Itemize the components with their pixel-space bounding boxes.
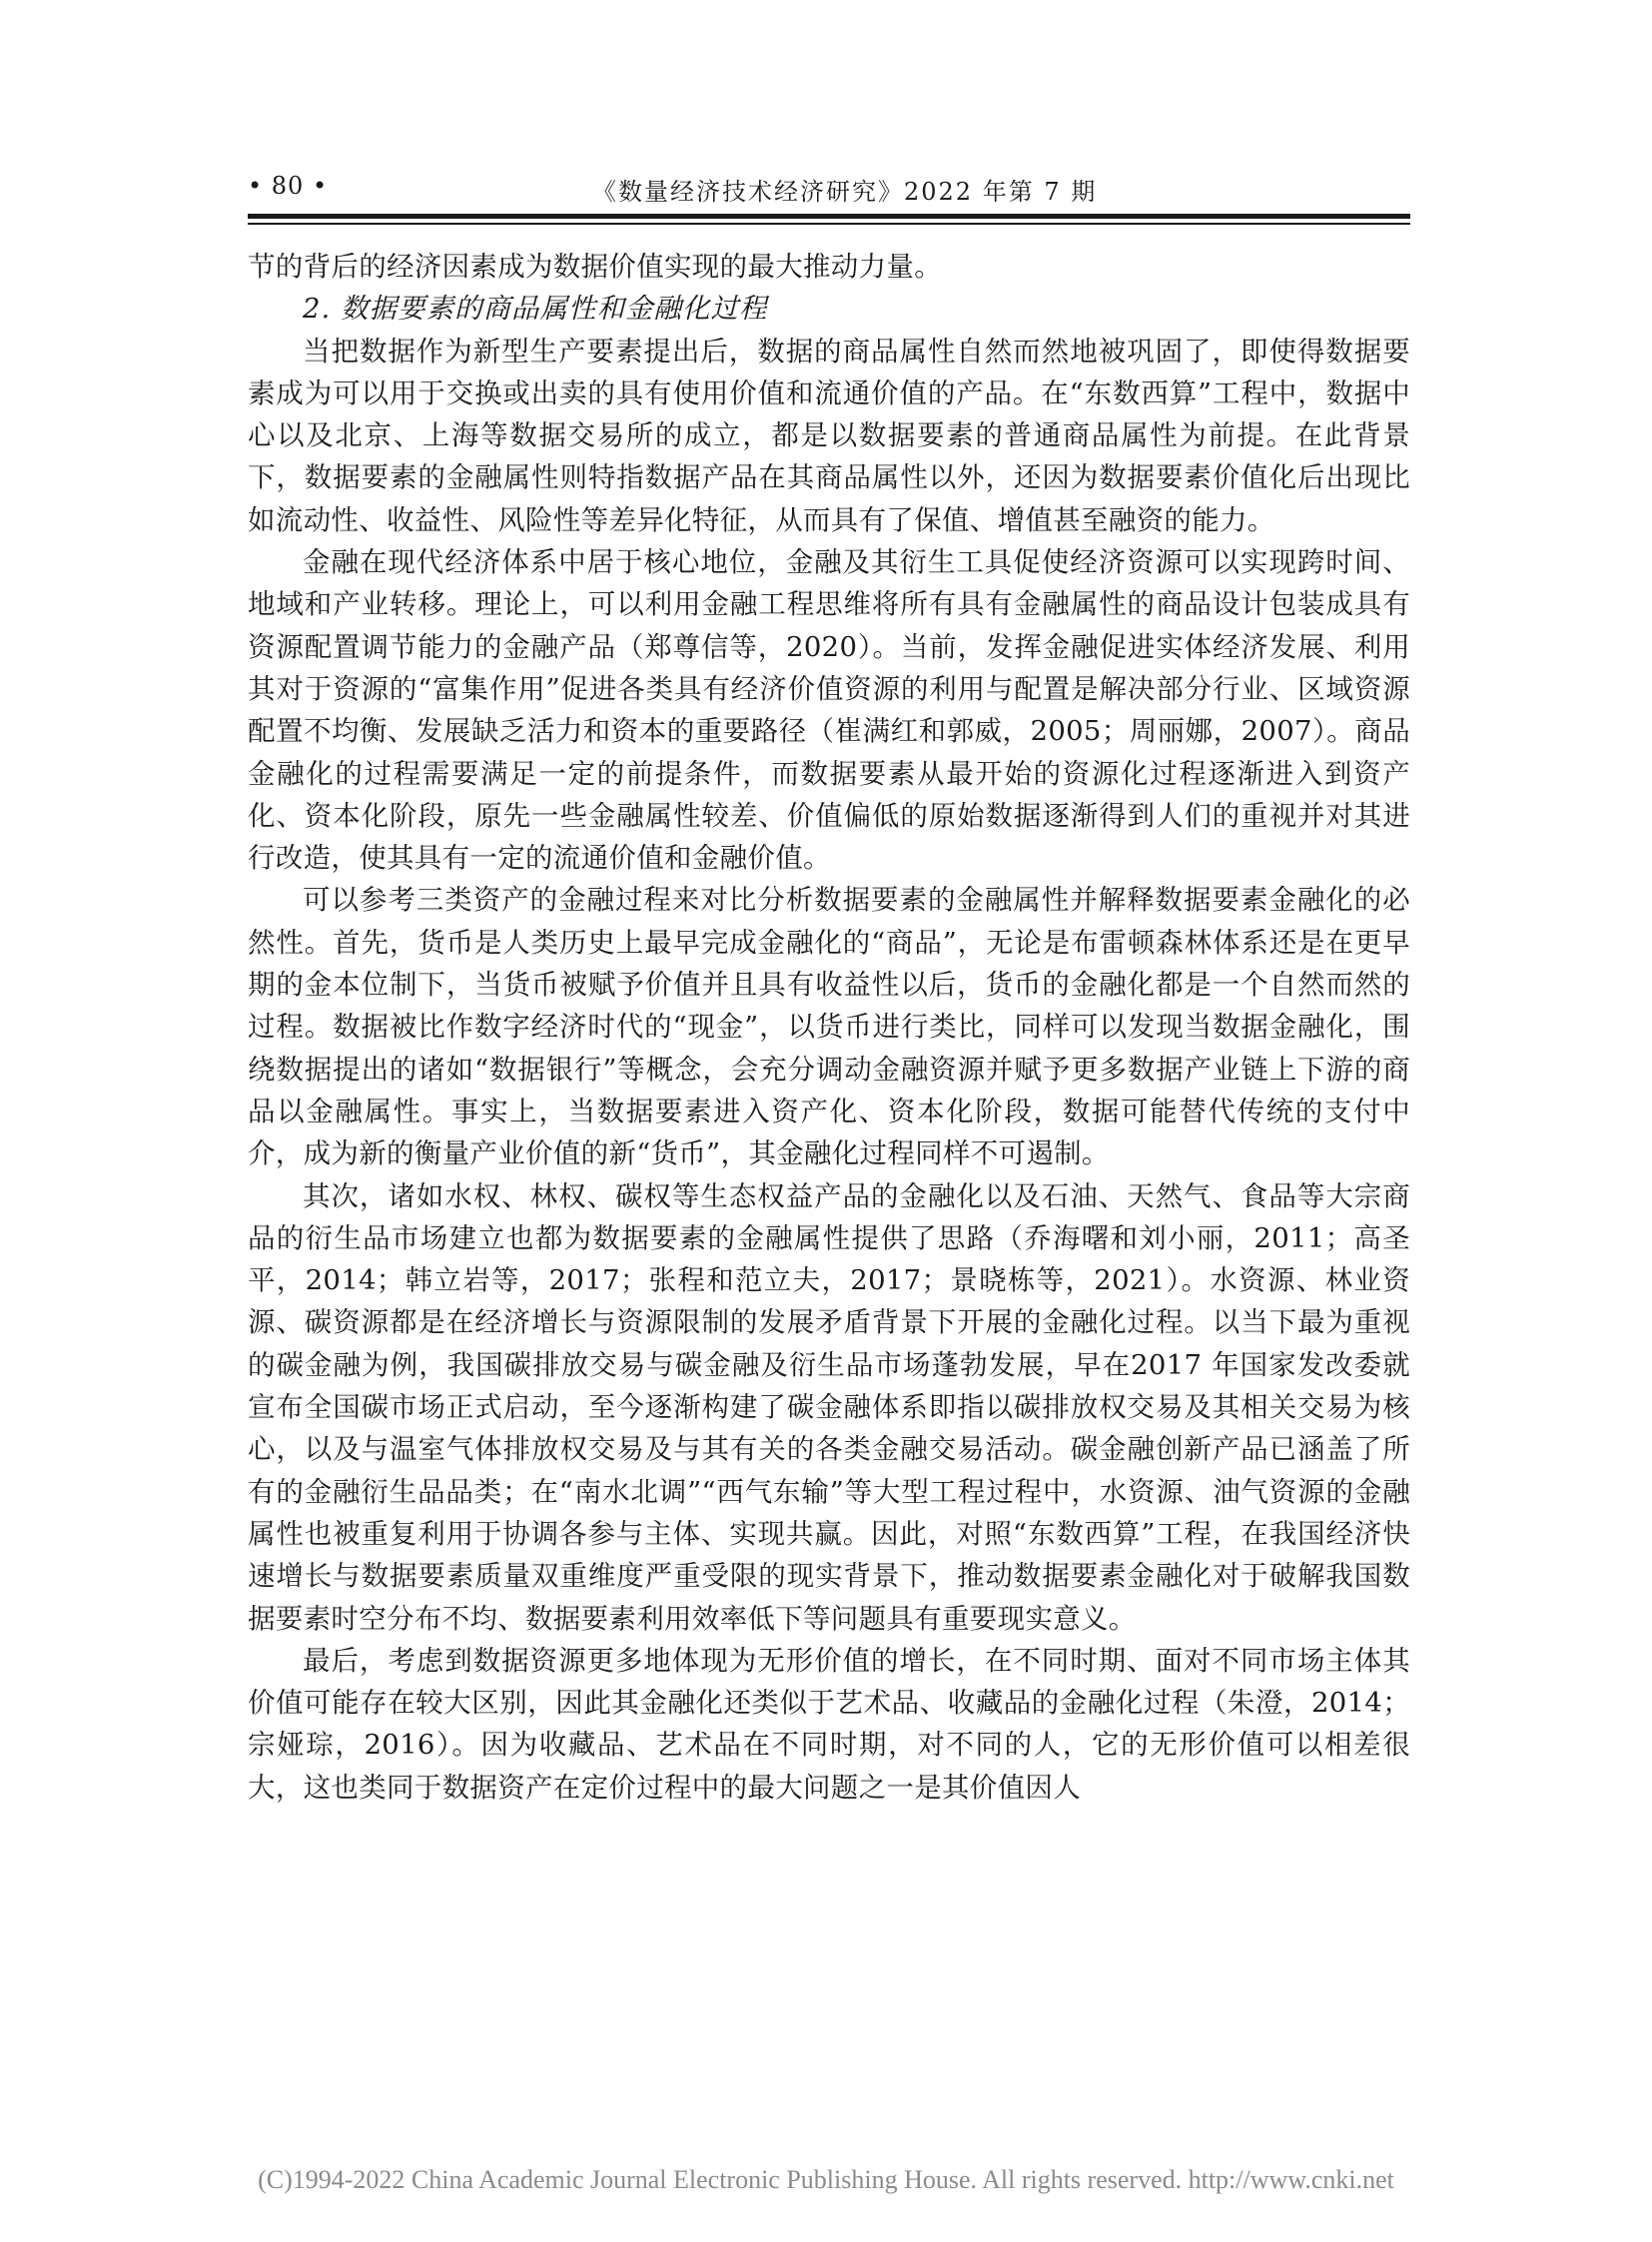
paragraph: 金融在现代经济体系中居于核心地位，金融及其衍生工具促使经济资源可以实现跨时间、地域和产业转移。理论上，可以利用金融工程思维将所有具有金融属性的商品设计包装成具有资源配置调节能力的金融产品（郑尊信等，2020）。当前，发挥金融促进实体经济发展、利用其对于资源的“富集作用”促进各类具有经济价值资源的利用与配置是解决部分行业、区域资源配置不均衡、发展缺乏活力和资本的重要路径（崔满红和郭威，2005；周丽娜，2007）。商品金融化的过程需要满足一定的前提条件，而数据要素从最开始的资源化过程逐渐进入到资产化、资本化阶段，原先一些金融属性较差、价值偏低的原始数据逐渐得到人们的重视并对其进行改造，使其具有一定的流通价值和金融价值。 bbox=[248, 546, 1410, 875]
paragraph: 其次，诸如水权、林权、碳权等生态权益产品的金融化以及石油、天然气、食品等大宗商品的衍生品市场建立也都为数据要素的金融属性提供了思路（乔海曙和刘小丽，2011；高圣平，2014；韩立岩等，2017；张程和范立夫，2017；景晓栋等，2021）。水资源、林业资源、碳资源都是在经济增长与资源限制的发展矛盾背景下开展的金融化过程。以当下最为重视的碳金融为例，我国碳排放交易与碳金融及衍生品市场蓬勃发展，早在2017 年国家发改委就宣布全国碳市场正式启动，至今逐渐构建了碳金融体系即指以碳排放权交易及其相关交易为核心，以及与温室气体排放权交易及与其有关的各类金融交易活动。碳金融创新产品已涵盖了所有的金融衍生品品类；在“南水北调”“西气东输”等大型工程过程中，水资源、油气资源的金融属性也被重复利用于协调各参与主体、实现共赢。因此，对照“东数西算”工程，在我国经济快速增长与数据要素质量双重维度严重受限的现实背景下，推动数据要素金融化对于破解我国数据要素时空分布不均、数据要素利用效率低下等问题具有重要现实意义。 bbox=[248, 1179, 1410, 1635]
journal-title: 《数量经济技术经济研究》2022 年第 7 期 bbox=[592, 178, 1098, 206]
article-body bbox=[248, 246, 1410, 1809]
paragraph: 可以参考三类资产的金融过程来对比分析数据要素的金融属性并解释数据要素金融化的必然性。首先，货币是人类历史上最早完成金融化的“商品”，无论是布雷顿森林体系还是在更早期的金本位制下，当货币被赋予价值并且具有收益性以后，货币的金融化都是一个自然而然的过程。数据被比作数字经济时代的“现金”，以货币进行类比，同样可以发现当数据金融化，围绕数据提出的诸如“数据银行”等概念，会充分调动金融资源并赋予更多数据产业链上下游的商品以金融属性。事实上，当数据要素进入资产化、资本化阶段，数据可能替代传统的支付中介，成为新的衡量产业价值的新“货币”，其金融化过程同样不可遏制。 bbox=[248, 884, 1410, 1170]
header-rule-thick bbox=[248, 214, 1410, 219]
page-header bbox=[248, 168, 1410, 212]
paragraph-continued: 节的背后的经济因素成为数据价值实现的最大推动力量。 bbox=[248, 251, 942, 283]
paragraph: 当把数据作为新型生产要素提出后，数据的商品属性自然而然地被巩固了，即使得数据要素成为可以用于交换或出卖的具有使用价值和流通价值的产品。在“东数西算”工程中，数据中心以及北京、上海等数据交易所的成立，都是以数据要素的普通商品属性为前提。在此背景下，数据要素的金融属性则特指数据产品在其商品属性以外，还因为数据要素价值化后出现比如流动性、收益性、风险性等差异化特征，从而具有了保值、增值甚至融资的能力。 bbox=[248, 335, 1410, 536]
paragraph: 最后，考虑到数据资源更多地体现为无形价值的增长，在不同时期、面对不同市场主体其价值可能存在较大区别，因此其金融化还类似于艺术品、收藏品的金融化过程（朱澄，2014；宗娅琮，2016）。因为收藏品、艺术品在不同时期，对不同的人，它的无形价值可以相差很大，这也类同于数据资产在定价过程中的最大问题之一是其价值因人 bbox=[248, 1644, 1410, 1804]
copyright-footer: (C)1994-2022 China Academic Journal Electronic Publishing House. All rights reserved. http://www.cnki.net bbox=[258, 2165, 1394, 2194]
section-heading: 2. 数据要素的商品属性和金融化过程 bbox=[303, 293, 768, 326]
header-rule-thin bbox=[248, 223, 1410, 225]
page-number: • 80 • bbox=[248, 172, 329, 200]
